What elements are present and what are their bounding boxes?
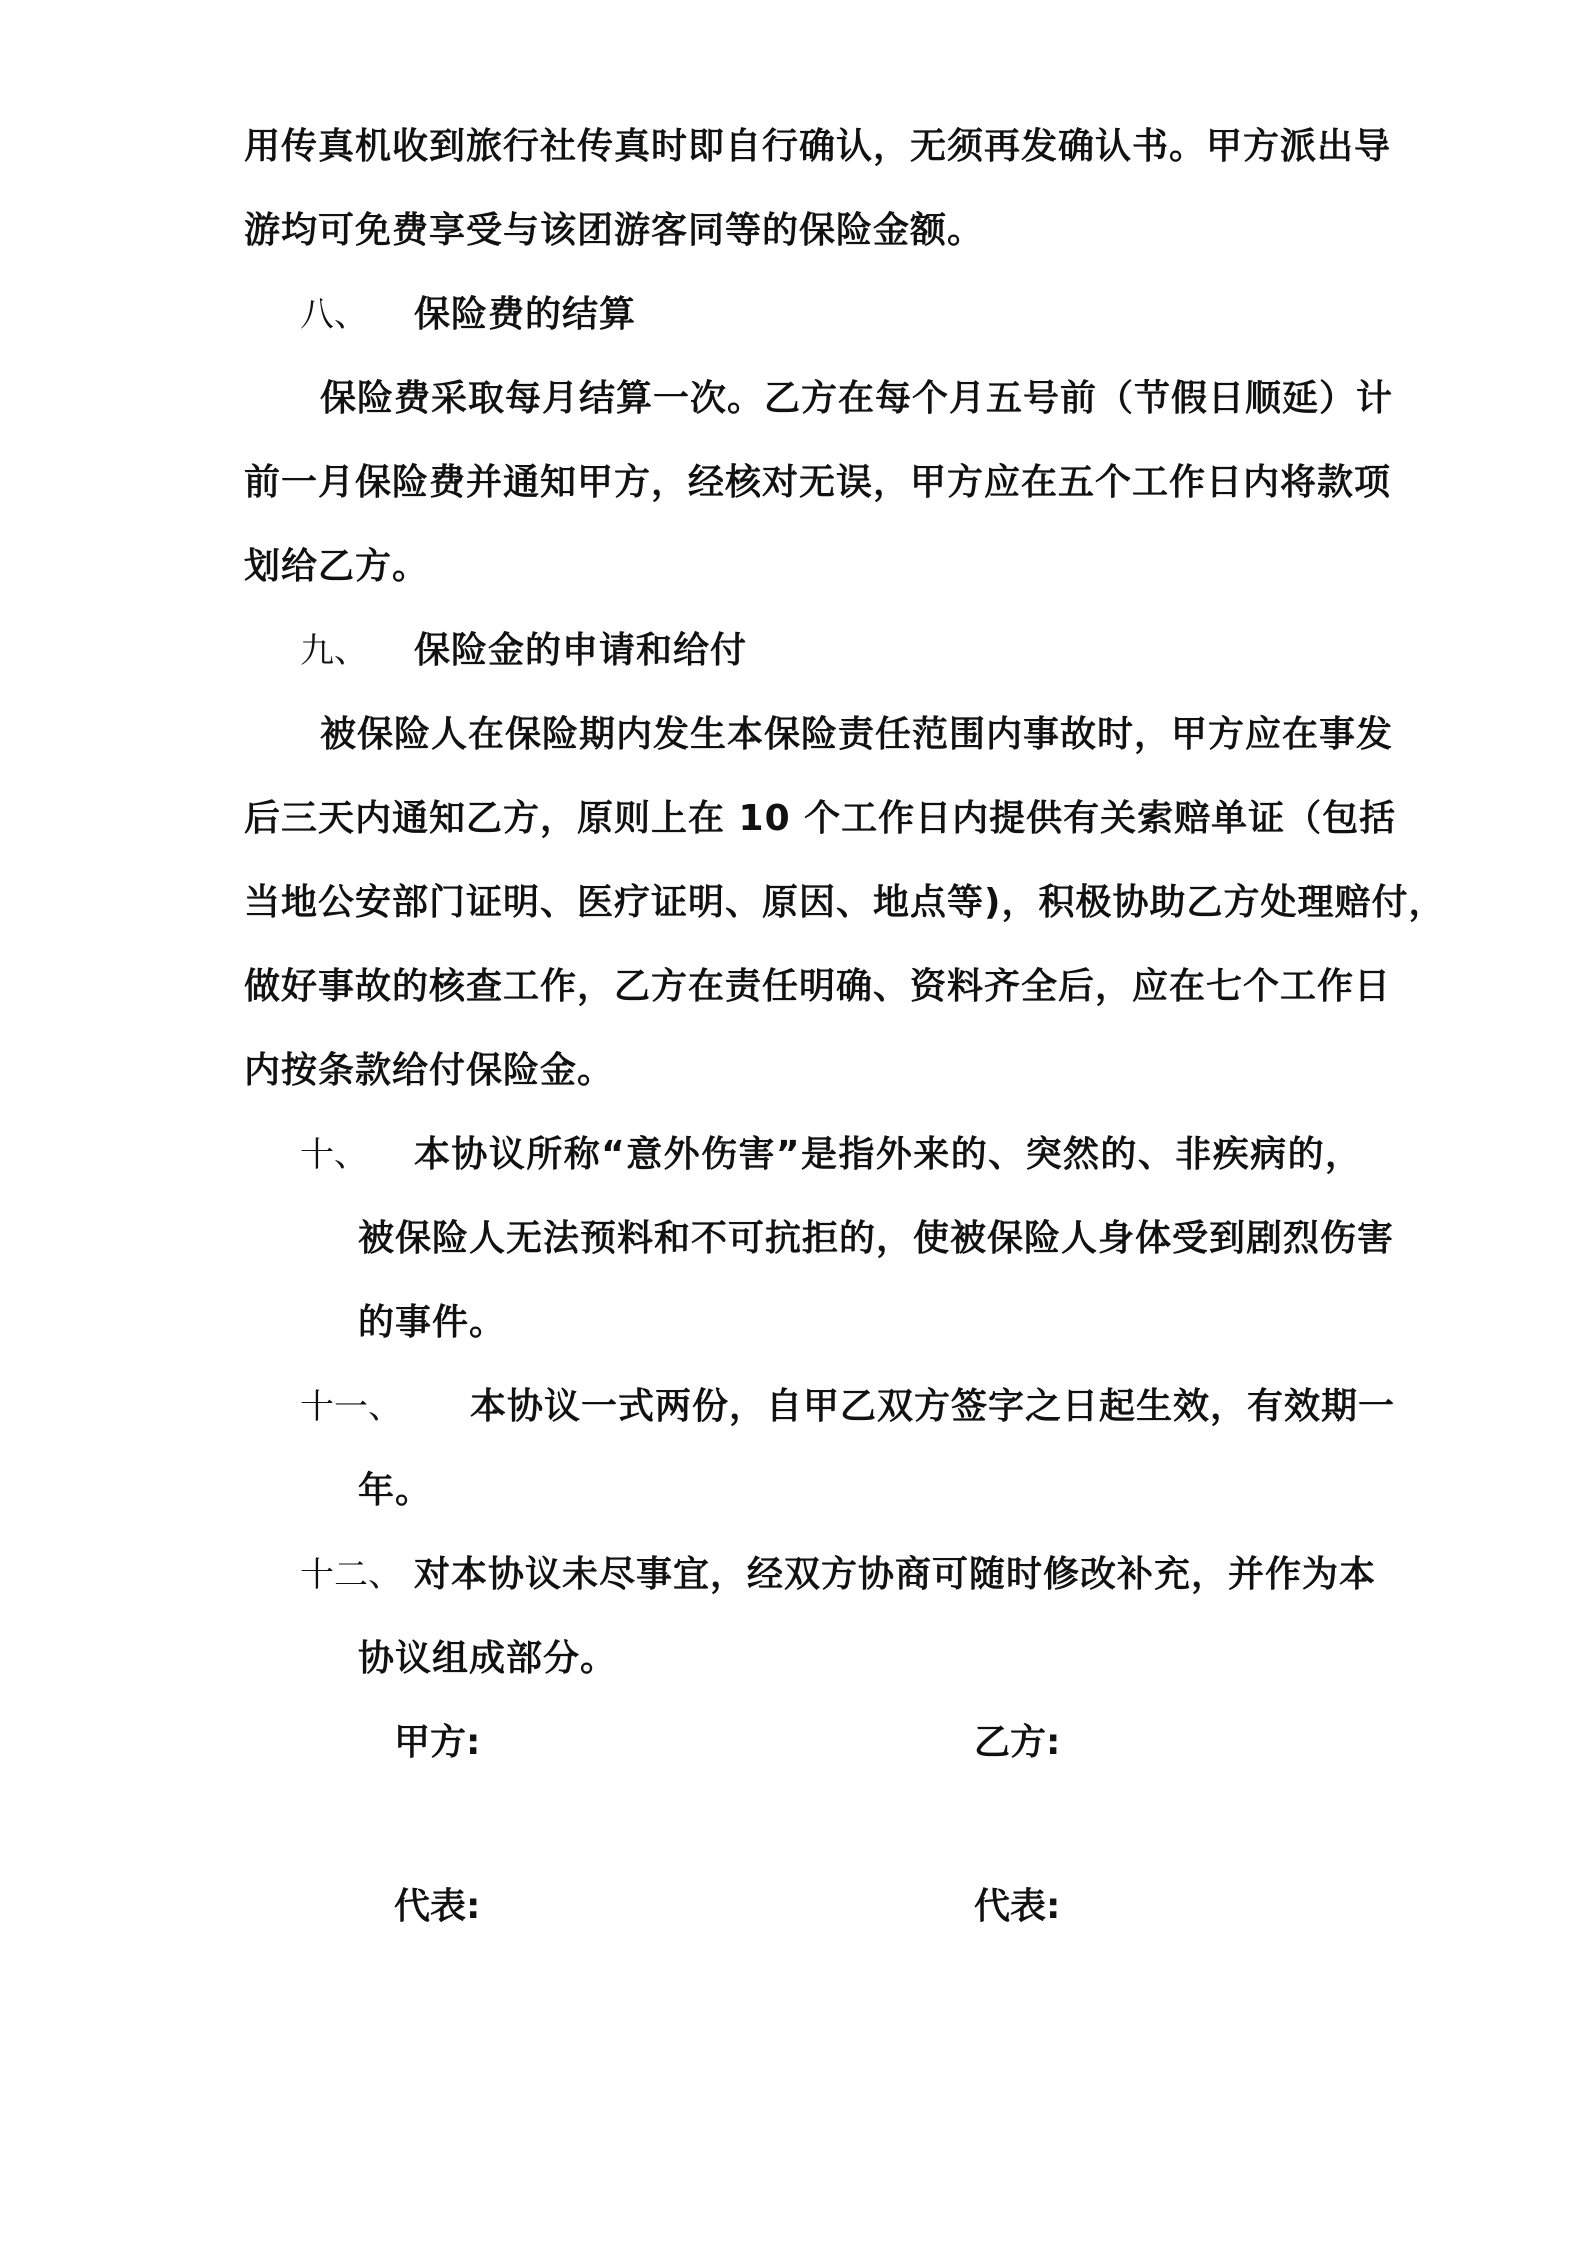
- section-9-line-4: 做好事故的核查工作，乙方在责任明确、资料齐全后，应在七个工作日: [244, 966, 1392, 1007]
- section-10-number: 十、: [300, 1135, 368, 1175]
- section-12-line-2: 协议组成部分。: [358, 1638, 618, 1679]
- section-10-line-3: 的事件。: [358, 1302, 507, 1343]
- section-11-line-2: 年。: [358, 1470, 433, 1511]
- party-a-label: 甲方:: [394, 1722, 481, 1763]
- section-10-line-1: 本协议所称“意外伤害”是指外来的、突然的、非疾病的，: [414, 1134, 1362, 1175]
- section-11-number: 十一、: [300, 1387, 402, 1427]
- party-a-representative-label: 代表:: [394, 1886, 481, 1927]
- party-b-label: 乙方:: [974, 1722, 1061, 1763]
- section-12-number: 十二、: [300, 1555, 402, 1595]
- section-8-line-3: 划给乙方。: [244, 546, 430, 587]
- section-8-number: 八、: [300, 295, 368, 335]
- section-9-line-2: 后三天内通知乙方，原则上在 10 个工作日内提供有关索赔单证（包括: [244, 798, 1397, 839]
- section-9-number: 九、: [300, 631, 368, 671]
- section-9-line-5: 内按条款给付保险金。: [244, 1050, 615, 1091]
- party-b-representative-label: 代表:: [974, 1886, 1061, 1927]
- section-10-line-2: 被保险人无法预料和不可抗拒的，使被保险人身体受到剧烈伤害: [358, 1218, 1395, 1259]
- section-8-title: 保险费的结算: [414, 294, 637, 335]
- section-9-title: 保险金的申请和给付: [414, 630, 748, 671]
- section-9-line-1: 被保险人在保险期内发生本保险责任范围内事故时，甲方应在事发: [320, 714, 1394, 755]
- section-8-line-2: 前一月保险费并通知甲方，经核对无误，甲方应在五个工作日内将款项: [244, 462, 1392, 503]
- intro-line-1: 用传真机收到旅行社传真时即自行确认，无须再发确认书。甲方派出导: [244, 126, 1392, 167]
- section-9-line-3: 当地公安部门证明、医疗证明、原因、地点等)，积极协助乙方处理赔付，: [244, 882, 1446, 923]
- section-11-line-1: 本协议一式两份，自甲乙双方签字之日起生效，有效期一: [470, 1386, 1396, 1427]
- intro-line-2: 游均可免费享受与该团游客同等的保险金额。: [244, 210, 985, 251]
- section-8-line-1: 保险费采取每月结算一次。乙方在每个月五号前（节假日顺延）计: [320, 378, 1394, 419]
- section-12-line-1: 对本协议未尽事宜，经双方协商可随时修改补充，并作为本: [414, 1554, 1377, 1595]
